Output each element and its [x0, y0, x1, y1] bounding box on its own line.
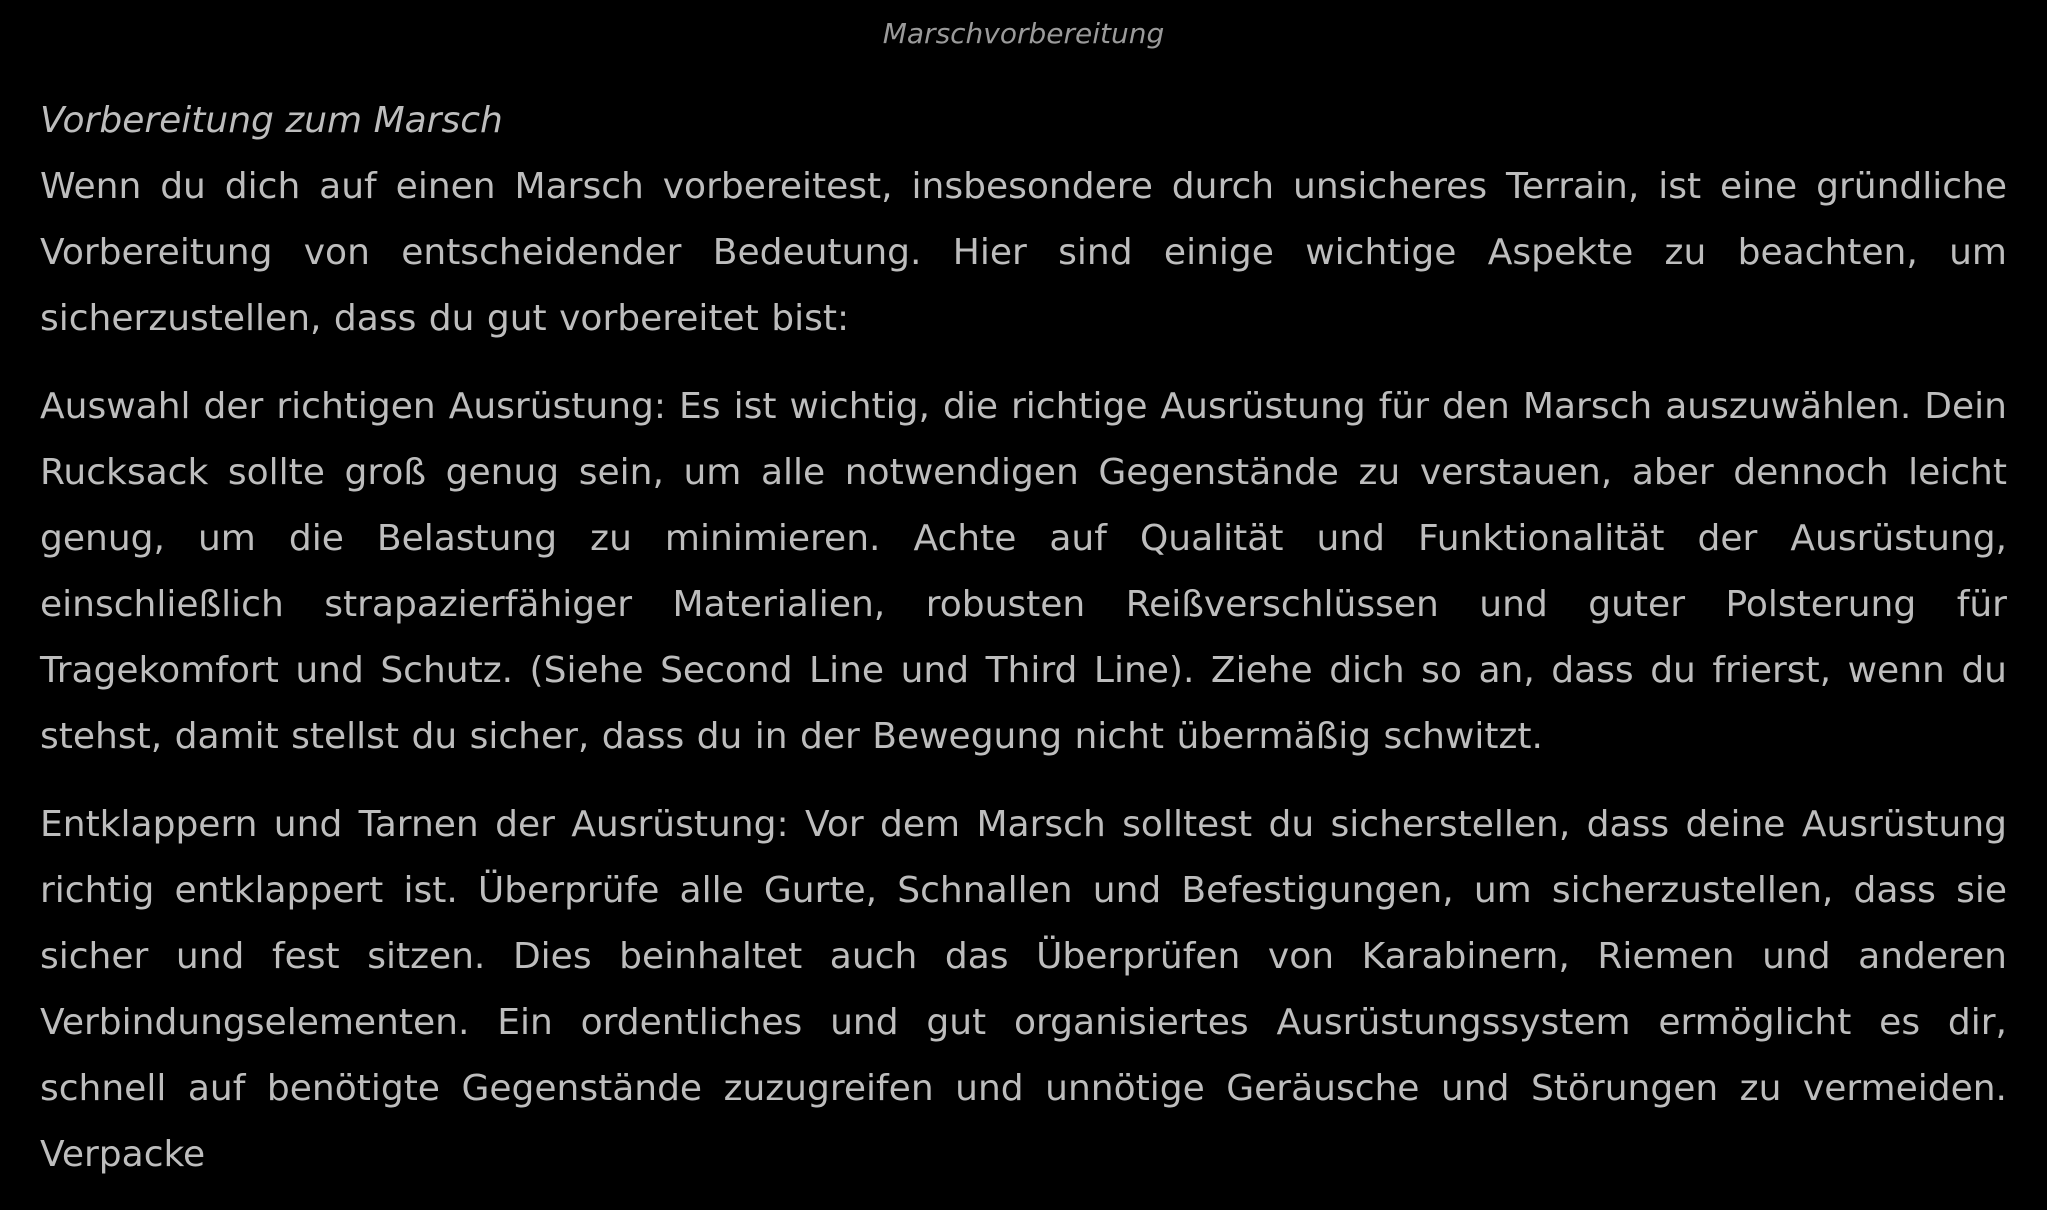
- paragraph-2: Auswahl der richtigen Ausrüstung: Es ist wichtig, die richtige Ausrüstung für den Marsch auszuwählen. Dein Rucksack sollte groß genug sein, um alle notwendigen Gegenstände zu verstauen, aber dennoch leicht genug, um die Belastung zu minimieren. Achte auf Qualität und Funktionalität der Ausrüstung, einschließlich strapazierfähiger Materialien, robusten Reißverschlüssen und guter Polsterung für Tragekomfort und Schutz. (Siehe Second Line und Third Line). Ziehe dich so an, dass du frierst, wenn du stehst, damit stellst du sicher, dass du in der Bewegung nicht übermäßig schwitzt.: [40, 386, 2007, 757]
- paragraph-3: Entklappern und Tarnen der Ausrüstung: Vor dem Marsch solltest du sicherstellen, dass deine Ausrüstung richtig entklappert ist. Überprüfe alle Gurte, Schnallen und Befestigungen, um sicherzustellen, dass sie sicher und fest sitzen. Dies beinhaltet auch das Überprüfen von Karabinern, Riemen und anderen Verbindungselementen. Ein ordentliches und gut organisiertes Ausrüstungssystem ermöglicht es dir, schnell auf benötigte Gegenstände zuzugreifen und unnötige Geräusche und Störungen zu vermeiden. Verpacke: [40, 804, 2007, 1175]
- section-heading: Vorbereitung zum Marsch: [40, 100, 503, 141]
- paragraph-1: Wenn du dich auf einen Marsch vorbereitest, insbesondere durch unsicheres Terrain, ist eine gründliche Vorbereitung von entscheidender Bedeutung. Hier sind einige wichtige Aspekte zu beachten, um sicherzustellen, dass du gut vorbereitet bist:: [40, 166, 2007, 339]
- chapter-title-header: Marschvorbereitung: [882, 17, 1165, 50]
- reader-page[interactable]: [40, 96, 2007, 1210]
